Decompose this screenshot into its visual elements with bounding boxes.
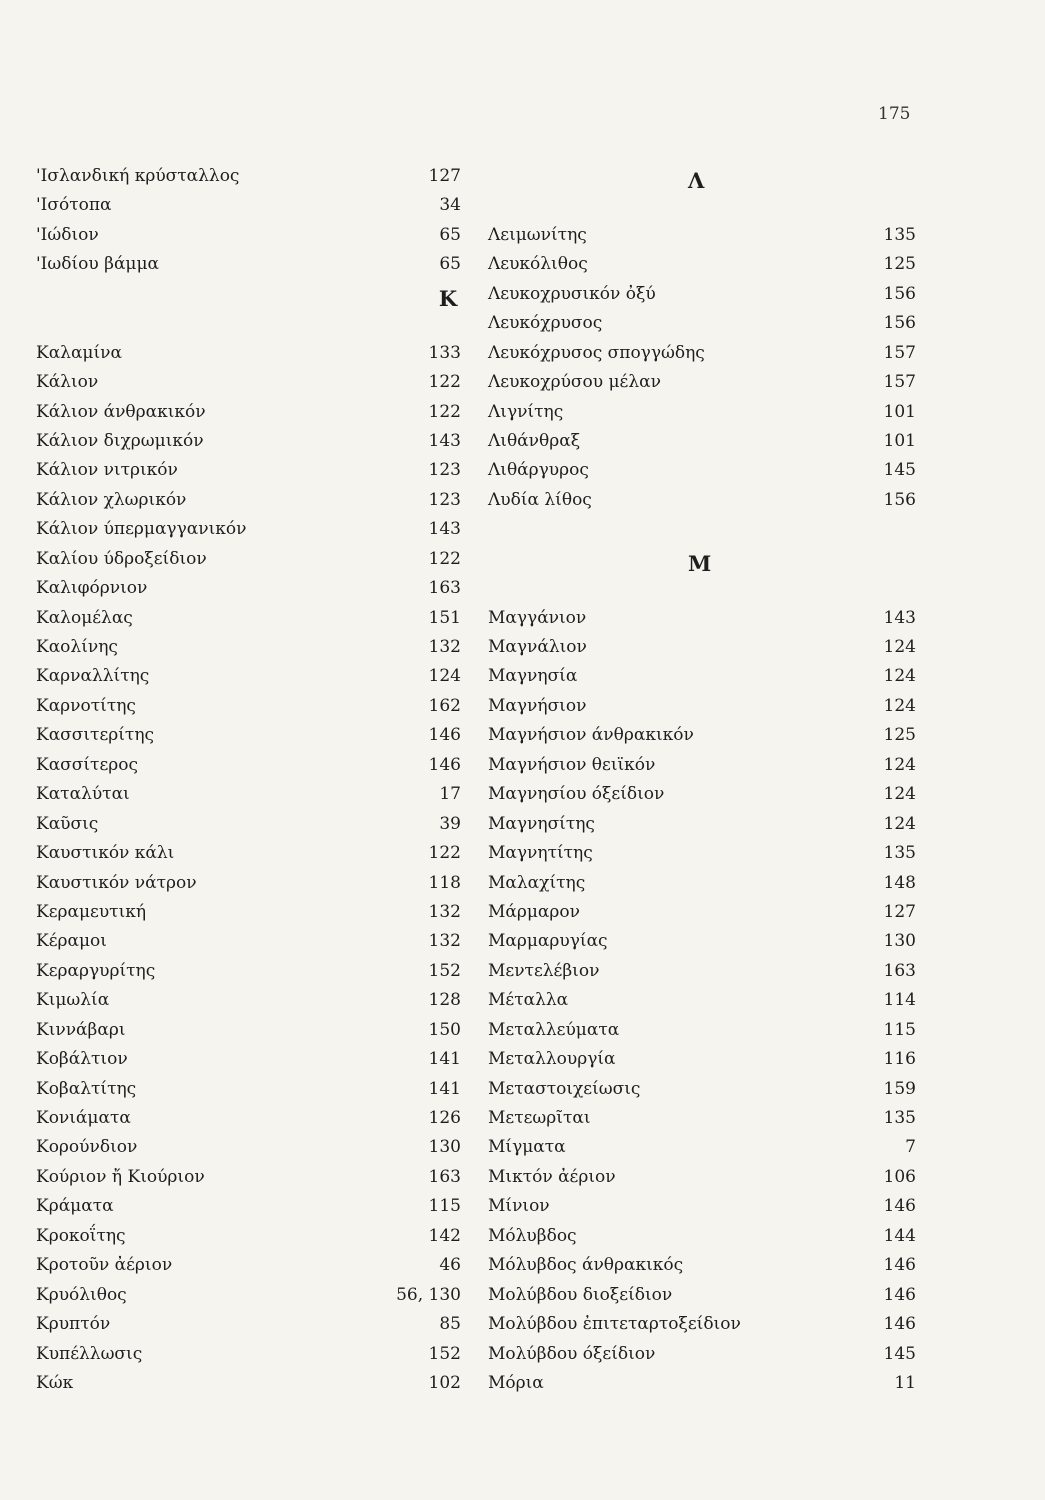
index-entry [36,195,461,224]
index-term: Μολύβδου διοξείδιον [488,1284,673,1305]
index-entry [36,1226,461,1255]
index-entry [488,902,916,931]
index-term: Καλαμίνα [36,342,122,363]
page-reference: 148 [883,872,916,893]
page-reference: 145 [883,460,916,481]
page-reference: 135 [883,1108,916,1128]
page-reference: 101 [883,430,916,451]
index-term: Λευκόχρυσος [488,313,603,334]
page-reference: 65 [439,254,461,275]
index-term: Μίγματα [488,1137,566,1158]
index-entry [488,990,916,1019]
page-reference: 115 [428,1196,461,1217]
page-reference: 39 [439,813,461,834]
index-entry [36,931,461,960]
page-reference: 143 [428,430,461,451]
index-term: Κοβάλτιον [36,1049,128,1070]
section-letter: Μ [688,550,713,576]
index-term: Καυστικόν νάτρον [36,872,197,893]
index-term: Κούριον ἤ Κιούριον [36,1166,205,1187]
index-term: Μικτόν ἀέριον [488,1166,616,1187]
page-reference: 124 [883,666,916,687]
index-term: Μαγνησίου όξείδιον [488,784,665,805]
index-column-right [488,166,916,1402]
page-reference: 106 [883,1166,916,1187]
page-reference: 150 [428,1019,461,1040]
spacer [488,195,916,224]
index-entry [488,725,916,754]
page-reference: 163 [428,1166,461,1187]
index-term: Μεταλλεύματα [488,1019,620,1040]
index-entry [36,225,461,254]
index-entry [36,1049,461,1078]
page-reference: 133 [428,342,461,363]
index-entry [488,1344,916,1373]
page-reference: 122 [428,372,461,393]
index-entry [488,1226,916,1255]
index-term: Μεντελέβιον [488,960,600,981]
page-reference: 163 [883,960,916,981]
page-reference: 143 [883,607,916,628]
index-term: Λιθάργυρος [488,460,589,481]
page-reference: 144 [883,1225,916,1246]
page-reference: 130 [428,1137,461,1158]
index-entry [36,490,461,519]
page-reference: 125 [883,254,916,275]
index-term: Μολύβδου όξείδιον [488,1343,656,1364]
page-reference: 122 [428,843,461,864]
index-term: Καυστικόν κάλι [36,843,175,864]
page-reference: 102 [428,1372,461,1393]
index-entry [488,696,916,725]
index-entry [36,402,461,431]
page-reference: 152 [428,1343,461,1364]
index-entry [36,1314,461,1343]
page-reference: 101 [883,401,916,422]
index-entry [488,313,916,342]
index-term: Καρναλλίτης [36,666,150,687]
index-entry [36,372,461,401]
index-term: Λυδία λίθος [488,489,592,510]
index-entry [36,990,461,1019]
page-reference: 156 [883,283,916,304]
page-reference: 124 [883,784,916,805]
page-reference: 152 [428,960,461,981]
page-reference: 126 [428,1108,461,1128]
page-reference: 135 [883,843,916,864]
page-reference: 118 [428,872,461,893]
index-term: Λιγνίτης [488,401,564,422]
index-term: Μαγνάλιον [488,637,587,657]
index-term: Κιννάβαρι [36,1019,126,1040]
index-entry [36,725,461,754]
index-term: Μόλυβδος [488,1225,577,1246]
index-entry [488,755,916,784]
index-term: Μαγνήσιον [488,695,587,716]
index-entry [488,254,916,283]
index-entry [36,578,461,607]
page-reference: 146 [428,754,461,775]
index-term: Κασσιτερίτης [36,725,155,746]
index-entry [488,1020,916,1049]
index-term: Μόρια [488,1372,544,1393]
index-term: Λευκόλιθος [488,254,588,275]
index-entry [488,402,916,431]
page-reference: 146 [883,1255,916,1276]
index-entry [488,1196,916,1225]
index-entry [36,343,461,372]
index-entry [36,1079,461,1108]
index-term: Καρνοτίτης [36,695,136,716]
index-term: Κορούνδιον [36,1137,138,1158]
page-reference: 130 [883,931,916,952]
index-entry [36,460,461,489]
index-term: 'Ισότοπα [36,195,112,216]
index-term: Μαγνήσιον θειϊκόν [488,754,656,775]
index-term: Μίνιον [488,1196,550,1217]
index-term: Κάλιον νιτρικόν [36,460,178,481]
index-entry [36,254,461,283]
index-term: Κοβαλτίτης [36,1078,137,1099]
page-reference: 142 [428,1225,461,1246]
index-term: Καλιφόρνιον [36,578,148,599]
index-term: Κρυπτόν [36,1314,111,1335]
page-reference: 162 [428,695,461,716]
index-entry [488,1137,916,1166]
index-term: Κεραμευτική [36,901,147,922]
index-entry [36,1285,461,1314]
index-entry [488,343,916,372]
index-term: Κεραργυρίτης [36,960,156,981]
index-term: Μάρμαρον [488,901,580,922]
index-entry [36,1196,461,1225]
index-term: Κονιάματα [36,1108,131,1128]
page-reference: 146 [428,725,461,746]
index-term: Μετεωρῖται [488,1108,591,1128]
page-reference: 34 [439,195,461,216]
index-term: Λευκοχρύσου μέλαν [488,372,661,393]
page-reference: 157 [883,372,916,393]
index-term: Μόλυβδος άνθρακικός [488,1255,684,1276]
index-term: 'Ιώδιον [36,224,99,245]
page-reference: 159 [883,1078,916,1099]
index-term: Μεταστοιχείωσις [488,1078,641,1099]
page-number: 175 [878,104,911,124]
page-reference: 11 [894,1372,916,1393]
index-term: Κυπέλλωσις [36,1343,143,1364]
page-reference: 135 [883,224,916,245]
index-term: Μολύβδου ἐπιτεταρτοξείδιον [488,1314,741,1335]
index-entry [488,225,916,254]
index-term: Κέραμοι [36,931,107,952]
index-term: Κάλιον χλωρικόν [36,489,187,510]
index-entry [488,843,916,872]
index-entry [488,1285,916,1314]
index-term: 'Ισλανδική κρύσταλλος [36,166,240,186]
index-entry [36,784,461,813]
index-term: Κάλιον διχρωμικόν [36,430,204,451]
index-term: Κρυόλιθος [36,1284,127,1305]
index-term: Μαγνητίτης [488,843,593,864]
index-term: 'Ιωδίου βάμμα [36,254,160,275]
page-reference: 123 [428,460,461,481]
index-term: Μαγνήσιον άνθρακικόν [488,725,694,746]
page-reference: 163 [428,578,461,599]
page-reference: 141 [428,1078,461,1099]
index-term: Κάλιον άνθρακικόν [36,401,206,422]
page-reference: 132 [428,637,461,657]
page-reference: 146 [883,1196,916,1217]
page-reference: 156 [883,489,916,510]
page-reference: 56, 130 [396,1284,461,1305]
index-term: Λειμωνίτης [488,224,587,245]
index-term: Κροκοΐτης [36,1225,126,1246]
section-letter: Κ [438,285,459,311]
index-entry [36,1344,461,1373]
page-reference: 124 [883,813,916,834]
index-entry [488,431,916,460]
index-term: Καλίου ύδροξείδιον [36,548,207,569]
index-term: Λευκοχρυσικόν ὀξύ [488,283,656,304]
index-term: Μαγνησία [488,666,578,687]
page-reference: 124 [428,666,461,687]
page-reference: 151 [428,607,461,628]
index-entry [488,1108,916,1137]
index-entry [36,608,461,637]
page-reference: 128 [428,990,461,1011]
index-entry [36,431,461,460]
spacer [36,313,461,342]
index-term: Κασσίτερος [36,754,139,775]
index-term: Μέταλλα [488,990,569,1011]
page-reference: 143 [428,519,461,540]
page-reference: 116 [883,1049,916,1070]
page-reference: 157 [883,342,916,363]
index-entry [36,519,461,548]
page-reference: 146 [883,1284,916,1305]
index-term: Κράματα [36,1196,114,1217]
page-reference: 122 [428,401,461,422]
page-reference: 85 [439,1314,461,1335]
index-term: Καταλύται [36,784,130,805]
index-entry [488,1373,916,1402]
index-entry [488,873,916,902]
index-entry [36,1137,461,1166]
page-reference: 17 [439,784,461,805]
index-entry [488,814,916,843]
page-reference: 132 [428,901,461,922]
index-entry [488,284,916,313]
page-reference: 145 [883,1343,916,1364]
index-column-left [36,166,461,1402]
index-entry [488,1314,916,1343]
page-reference: 65 [439,224,461,245]
page-reference: 156 [883,313,916,334]
index-entry [488,372,916,401]
index-entry [488,460,916,489]
page-reference: 124 [883,637,916,657]
index-entry [488,961,916,990]
page-reference: 141 [428,1049,461,1070]
index-entry [488,1167,916,1196]
page-reference: 7 [905,1137,916,1158]
index-term: Μαγνησίτης [488,813,595,834]
page-reference: 123 [428,489,461,510]
spacer [488,578,916,607]
index-term: Κάλιον ύπερμαγγανικόν [36,519,247,540]
index-entry [36,1255,461,1284]
page-reference: 127 [883,901,916,922]
index-entry [36,961,461,990]
index-entry [36,549,461,578]
index-entry [488,784,916,813]
index-entry [488,1049,916,1078]
index-term: Κιμωλία [36,990,110,1011]
page-reference: 146 [883,1314,916,1335]
index-term: Μαλαχίτης [488,872,586,893]
index-entry [488,1255,916,1284]
index-entry [36,902,461,931]
page-reference: 124 [883,695,916,716]
page-reference: 114 [883,990,916,1011]
index-term: Καλομέλας [36,607,133,628]
page-reference: 122 [428,548,461,569]
index-term: Καολίνης [36,637,118,657]
spacer [488,519,916,548]
index-entry [36,637,461,666]
index-term: Κάλιον [36,372,99,393]
index-entry [36,1020,461,1049]
index-term: Λιθάνθραξ [488,430,581,451]
index-entry [36,814,461,843]
index-term: Καῦσις [36,813,99,834]
index-entry [488,608,916,637]
index-entry [36,1373,461,1402]
index-entry [488,490,916,519]
index-entry [36,755,461,784]
page-reference: 127 [428,166,461,186]
index-entry [36,166,461,195]
page-reference: 125 [883,725,916,746]
page-reference: 46 [439,1255,461,1276]
index-entry [36,843,461,872]
index-entry [36,1108,461,1137]
index-term: Κώκ [36,1372,74,1393]
index-entry [488,637,916,666]
index-entry [488,1079,916,1108]
index-entry [36,1167,461,1196]
index-entry [36,873,461,902]
index-entry [36,696,461,725]
index-term: Κροτοῦν ἀέριον [36,1255,173,1276]
index-term: Μαγγάνιον [488,607,587,628]
index-term: Λευκόχρυσος σπογγώδης [488,342,705,363]
page-reference: 115 [883,1019,916,1040]
page-reference: 124 [883,754,916,775]
index-entry [488,931,916,960]
section-letter: Λ [688,168,706,193]
index-term: Μαρμαρυγίας [488,931,608,952]
index-entry [488,666,916,695]
page-reference: 132 [428,931,461,952]
index-term: Μεταλλουργία [488,1049,616,1070]
index-entry [36,666,461,695]
